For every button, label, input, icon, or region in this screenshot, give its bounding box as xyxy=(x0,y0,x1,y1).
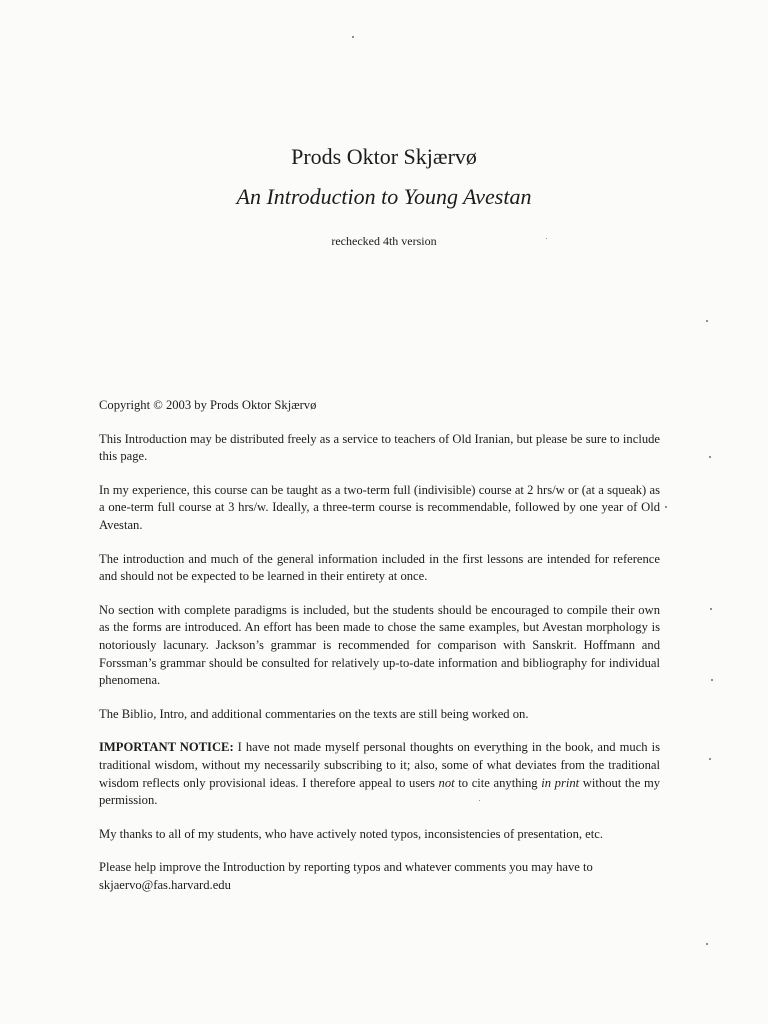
scan-speck xyxy=(706,320,708,322)
notice-text-2: to cite anything xyxy=(454,775,542,790)
scan-speck xyxy=(710,608,712,610)
biblio-paragraph: The Biblio, Intro, and additional commentaries on the texts are still being worked on. xyxy=(99,706,529,721)
notice-text-1: I have not made myself personal thoughts on everything in the book, and much is traditional wisdom, without my necessarily subscribing to it; also, some of what deviates from the traditional wisdom reflects only provisional ideas. I therefore appeal to users xyxy=(99,740,660,790)
scan-speck xyxy=(352,36,354,38)
version-note: rechecked 4th version xyxy=(331,234,437,248)
scan-speck xyxy=(706,943,708,945)
notice-text-3: without the my permission. xyxy=(99,775,661,808)
help-paragraph xyxy=(99,859,660,894)
front-matter-body xyxy=(99,397,660,910)
important-notice-label: IMPORTANT NOTICE: xyxy=(99,740,234,755)
book-title: An Introduction to Young Avestan xyxy=(236,184,532,209)
author-name: Prods Oktor Skjærvø xyxy=(291,144,477,169)
scan-speck xyxy=(665,506,667,508)
notice-not-emphasis: not xyxy=(438,775,455,790)
scan-speck xyxy=(709,456,711,458)
course-experience-paragraph: In my experience, this course can be taught as a two-term full (indivisible) course at 2 hrs/w or (at a squeak) as a one-term full course at 3 hrs/w. Ideally, a three-term course is recommendable, followed by one year of Old Avestan. xyxy=(99,482,660,532)
scan-speck xyxy=(546,238,547,239)
scan-speck xyxy=(709,758,711,760)
introduction-paragraph: The introduction and much of the general information included in the first lessons are intended for reference and should not be expected to be learned in their entirety at once. xyxy=(99,551,660,584)
contact-email: skjaervo@fas.harvard.edu xyxy=(99,877,231,892)
notice-in-print-emphasis: in print xyxy=(541,775,580,790)
paradigms-paragraph: No section with complete paradigms is included, but the students should be encouraged to compile their own as the forms are introduced. An effort has been made to chose the same examples, but Avestan morphology is notoriously lacunary. Jackson’s grammar is recommended for comparison with Sanskrit. Hoffmann and Forssman’s grammar should be consulted for relatively up-to-date information and bibliography for individual phenomena. xyxy=(99,602,660,688)
copyright-line: Copyright © 2003 by Prods Oktor Skjærvø xyxy=(99,398,317,412)
help-text: Please help improve the Introduction by reporting typos and whatever comments you may have to xyxy=(99,860,593,875)
scan-speck xyxy=(711,679,713,681)
thanks-paragraph: My thanks to all of my students, who have actively noted typos, inconsistencies of presentation, etc. xyxy=(99,826,603,841)
important-notice-paragraph xyxy=(99,739,660,809)
scan-speck xyxy=(479,800,480,801)
distribution-paragraph: This Introduction may be distributed freely as a service to teachers of Old Iranian, but please be sure to include this page. xyxy=(99,431,660,464)
